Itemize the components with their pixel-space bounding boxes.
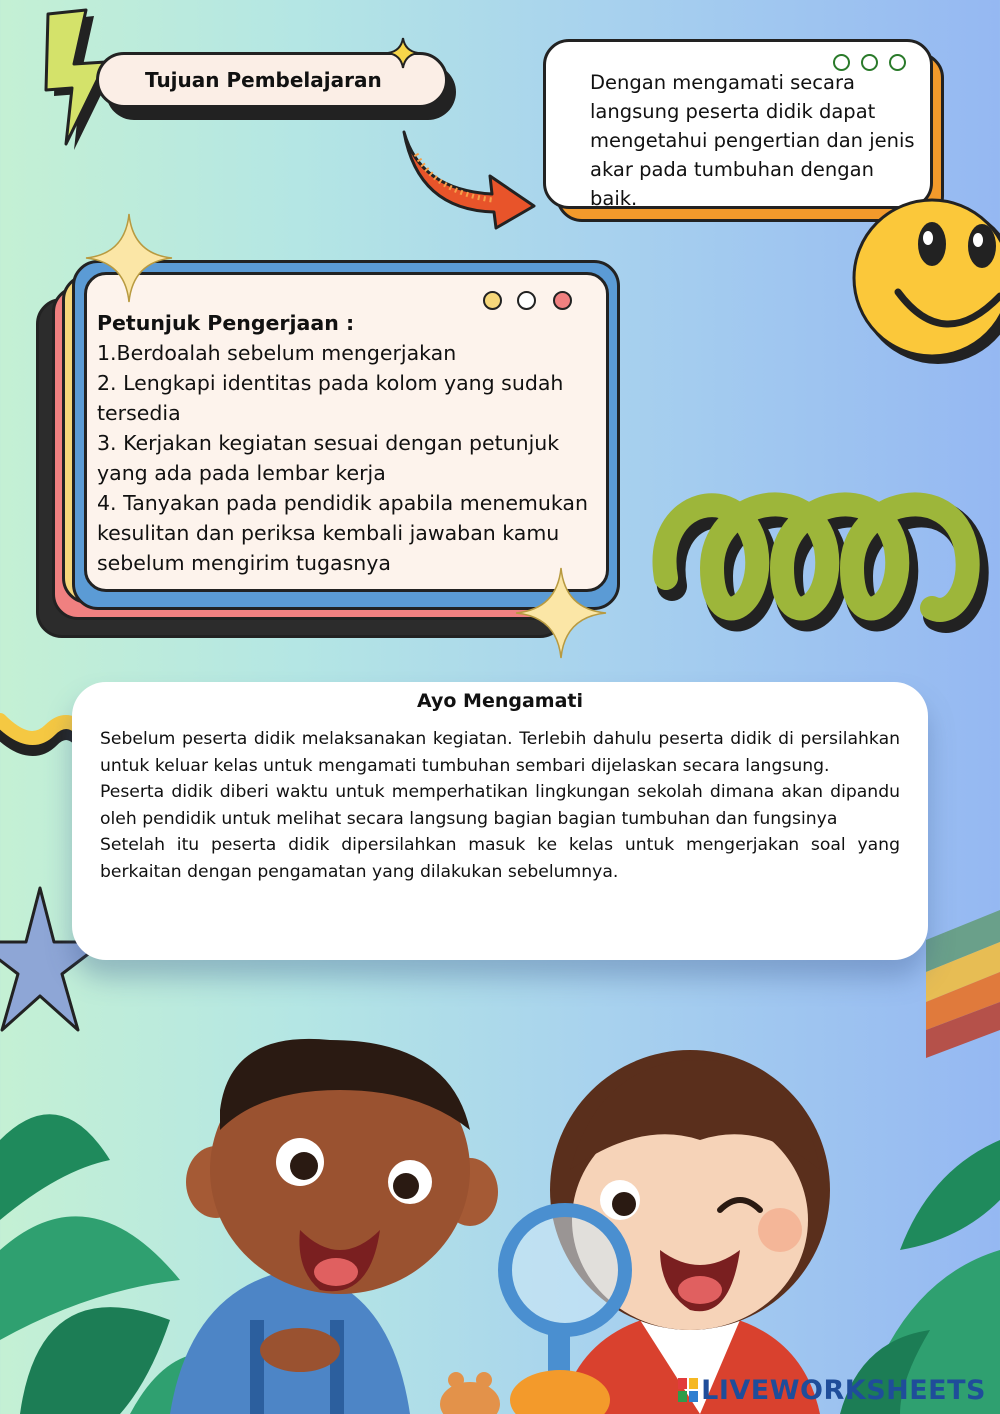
watermark [678, 1375, 986, 1406]
sparkle-icon [84, 212, 174, 304]
observe-card [72, 682, 928, 960]
curved-arrow-icon [396, 124, 546, 234]
sparkle-icon [386, 36, 420, 70]
observe-body [100, 726, 900, 885]
instruction-item: 1.Berdoalah sebelum mengerjakan [97, 341, 457, 365]
watermark-text: LIVEWORKSHEETS [701, 1375, 986, 1406]
instructions-text [97, 308, 597, 578]
instruction-item: 2. Lengkapi identitas pada kolom yang sudah tersedia [97, 371, 564, 425]
leaf-icon [0, 1114, 110, 1220]
observe-paragraph: Sebelum peserta didik melaksanakan kegiatan. Terlebih dahulu peserta didik di persilahkan untuk keluar kelas untuk mengamati tumbuhan sembari dijelaskan secara langsung. [100, 729, 900, 776]
instruction-item: 4. Tanyakan pada pendidik apabila menemukan kesulitan dan periksa kembali jawaban kamu sebelum mengirim tugasnya [97, 491, 588, 575]
liveworksheets-logo-icon [678, 1378, 698, 1402]
leaf-icon [900, 1140, 1000, 1250]
page-title: Tujuan Pembelajaran [145, 68, 382, 92]
objective-text: Dengan mengamati secara langsung peserta didik dapat mengetahui pengertian dan jenis akar pada tumbuhan dengan baik. [590, 71, 915, 210]
spring-loops-icon [652, 458, 1000, 658]
magnifier-icon [505, 1210, 625, 1330]
instructions-heading: Petunjuk Pengerjaan : [97, 311, 355, 335]
smiley-face-icon [852, 184, 1000, 384]
observe-title: Ayo Mengamati [416, 690, 584, 712]
instructions-box [84, 272, 609, 592]
sparkle-icon [514, 566, 608, 660]
kids-illustration [0, 1020, 1000, 1414]
instruction-item: 3. Kerjakan kegiatan sesuai dengan petunjuk yang ada pada lembar kerja [97, 431, 560, 485]
observe-paragraph: Setelah itu peserta didik dipersilahkan masuk ke kelas untuk mengerjakan soal yang berkaitan dengan pengamatan yang dilakukan sebelumnya. [100, 835, 900, 882]
observe-paragraph: Peserta didik diberi waktu untuk memperhatikan lingkungan sekolah dimana akan dipandu oleh pendidik untuk melihat secara langsung bagian bagian tumbuhan dan fungsinya [100, 782, 900, 829]
